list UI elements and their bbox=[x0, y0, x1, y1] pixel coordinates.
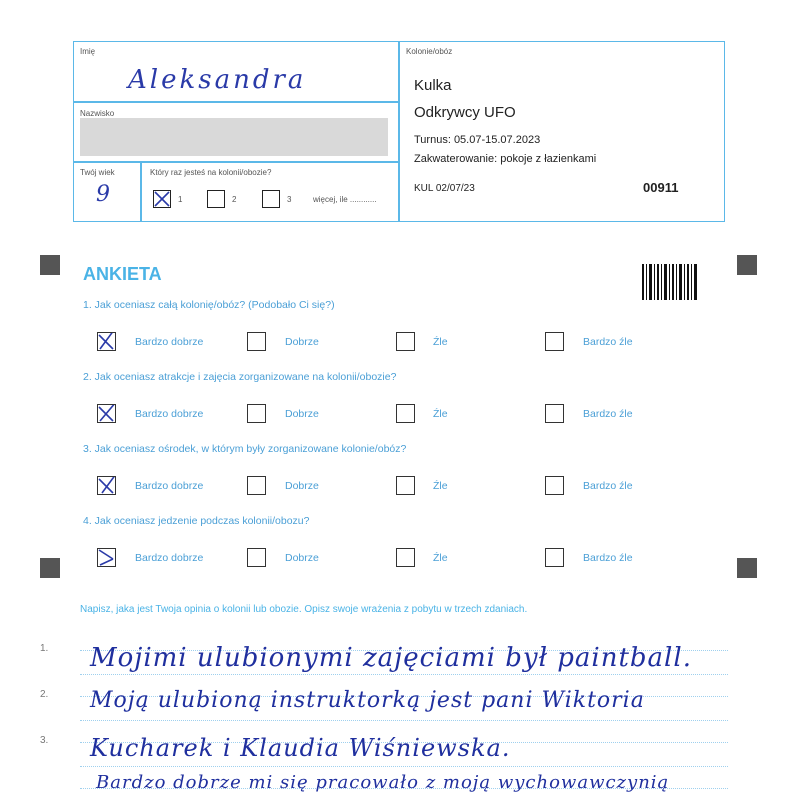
q3-bardzo-zle-checkbox[interactable] bbox=[545, 476, 564, 495]
line-number-1: 1. bbox=[40, 643, 49, 654]
times-option-3: 3 bbox=[287, 195, 292, 204]
opinion-prompt: Napisz, jaka jest Twoja opinia o kolonii lub obozie. Opisz swoje wrażenia z pobytu w trzech zdaniach. bbox=[80, 604, 528, 615]
turnus: Turnus: 05.07-15.07.2023 bbox=[414, 134, 541, 146]
question-3: 3. Jak oceniasz ośrodek, w którym były zorganizowane kolonie/obóz? bbox=[83, 443, 407, 455]
registration-marker bbox=[737, 558, 757, 578]
q2-option-dobrze: Dobrze bbox=[285, 408, 319, 420]
line-number-3: 3. bbox=[40, 735, 49, 746]
opinion-line-4[interactable]: Bardzo dobrze mi się pracowało z moją wychowawczynią bbox=[96, 772, 670, 793]
camp-program: Odkrywcy UFO bbox=[414, 104, 516, 121]
q1-bardzo-dobrze-checkbox[interactable] bbox=[97, 332, 116, 351]
q3-option-dobrze: Dobrze bbox=[285, 480, 319, 492]
q4-dobrze-checkbox[interactable] bbox=[247, 548, 266, 567]
age-divider bbox=[140, 161, 142, 222]
q2-option-bardzo-dobrze: Bardzo dobrze bbox=[135, 408, 204, 420]
form-number: 00911 bbox=[643, 180, 679, 195]
q4-option-dobrze: Dobrze bbox=[285, 552, 319, 564]
name-label: Imię bbox=[80, 47, 96, 56]
q1-zle-checkbox[interactable] bbox=[396, 332, 415, 351]
barcode-icon bbox=[642, 264, 698, 300]
q2-dobrze-checkbox[interactable] bbox=[247, 404, 266, 423]
row-divider bbox=[73, 101, 399, 103]
q4-option-bardzo-zle: Bardzo źle bbox=[583, 552, 633, 564]
q1-option-bardzo-zle: Bardzo źle bbox=[583, 336, 633, 348]
times-option-2: 2 bbox=[232, 195, 237, 204]
age-label: Twój wiek bbox=[80, 168, 115, 177]
q1-option-zle: Źle bbox=[433, 336, 448, 348]
camp-code: KUL 02/07/23 bbox=[414, 183, 475, 194]
q2-option-zle: Źle bbox=[433, 408, 448, 420]
q3-option-bardzo-zle: Bardzo źle bbox=[583, 480, 633, 492]
column-divider bbox=[398, 41, 400, 222]
question-4: 4. Jak oceniasz jedzenie podczas kolonii/obozu? bbox=[83, 515, 310, 527]
registration-marker bbox=[737, 255, 757, 275]
q4-option-zle: Źle bbox=[433, 552, 448, 564]
q2-option-bardzo-zle: Bardzo źle bbox=[583, 408, 633, 420]
q4-bardzo-zle-checkbox[interactable] bbox=[545, 548, 564, 567]
times-checkbox-2[interactable] bbox=[207, 190, 225, 208]
q1-option-bardzo-dobrze: Bardzo dobrze bbox=[135, 336, 204, 348]
q3-option-zle: Źle bbox=[433, 480, 448, 492]
check-x-icon bbox=[98, 405, 115, 422]
opinion-line-2[interactable]: Moją ulubioną instruktorką jest pani Wiktoria bbox=[90, 688, 645, 713]
times-checkbox-3[interactable] bbox=[262, 190, 280, 208]
writing-line bbox=[80, 720, 728, 721]
survey-title: ANKIETA bbox=[83, 264, 162, 284]
q1-option-dobrze: Dobrze bbox=[285, 336, 319, 348]
camp-name: Kulka bbox=[414, 77, 452, 94]
times-option-more: więcej, ile ............ bbox=[313, 195, 377, 204]
age-value[interactable]: 9 bbox=[96, 182, 110, 207]
q3-dobrze-checkbox[interactable] bbox=[247, 476, 266, 495]
camp-label: Kolonie/obóz bbox=[406, 47, 453, 56]
check-x-icon bbox=[154, 191, 170, 207]
q4-bardzo-dobrze-checkbox[interactable] bbox=[97, 548, 116, 567]
q2-bardzo-dobrze-checkbox[interactable] bbox=[97, 404, 116, 423]
question-2: 2. Jak oceniasz atrakcje i zajęcia zorganizowane na kolonii/obozie? bbox=[83, 371, 397, 383]
check-x-icon bbox=[98, 333, 115, 350]
opinion-line-1[interactable]: Mojimi ulubionymi zajęciami był paintball. bbox=[90, 643, 692, 673]
question-1: 1. Jak oceniasz całą kolonię/obóz? (Podobało Ci się?) bbox=[83, 299, 335, 311]
q3-zle-checkbox[interactable] bbox=[396, 476, 415, 495]
opinion-line-3[interactable]: Kucharek i Klaudia Wiśniewska. bbox=[90, 734, 511, 762]
q3-option-bardzo-dobrze: Bardzo dobrze bbox=[135, 480, 204, 492]
name-value[interactable]: Aleksandra bbox=[128, 65, 307, 95]
registration-marker bbox=[40, 558, 60, 578]
line-number-2: 2. bbox=[40, 689, 49, 700]
q4-zle-checkbox[interactable] bbox=[396, 548, 415, 567]
surname-redacted bbox=[80, 118, 388, 156]
row-divider bbox=[73, 161, 399, 163]
q1-bardzo-zle-checkbox[interactable] bbox=[545, 332, 564, 351]
times-checkbox-1[interactable] bbox=[153, 190, 171, 208]
writing-line bbox=[80, 674, 728, 675]
times-option-1: 1 bbox=[178, 195, 183, 204]
times-label: Który raz jesteś na kolonii/obozie? bbox=[150, 168, 272, 177]
writing-line bbox=[80, 766, 728, 767]
q3-bardzo-dobrze-checkbox[interactable] bbox=[97, 476, 116, 495]
q4-option-bardzo-dobrze: Bardzo dobrze bbox=[135, 552, 204, 564]
q2-zle-checkbox[interactable] bbox=[396, 404, 415, 423]
accommodation: Zakwaterowanie: pokoje z łazienkami bbox=[414, 153, 597, 165]
check-x-icon bbox=[98, 477, 115, 494]
check-x-icon bbox=[98, 549, 115, 566]
q2-bardzo-zle-checkbox[interactable] bbox=[545, 404, 564, 423]
surname-label: Nazwisko bbox=[80, 109, 115, 118]
q1-dobrze-checkbox[interactable] bbox=[247, 332, 266, 351]
registration-marker bbox=[40, 255, 60, 275]
